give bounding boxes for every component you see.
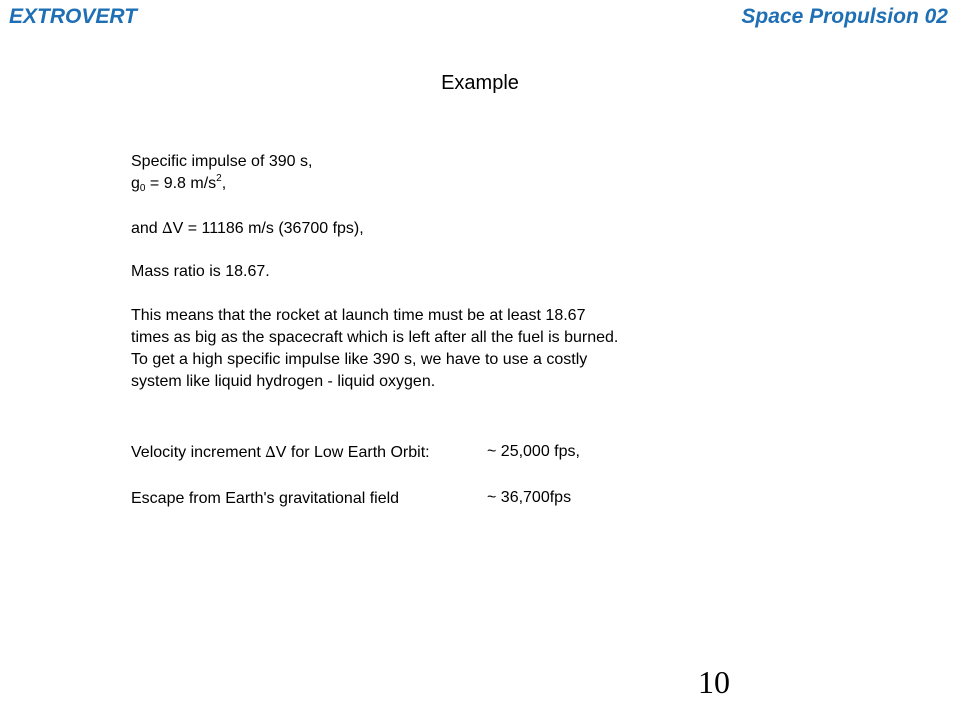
delta-v-line: [131, 217, 364, 240]
delta-v-rest: V = 11186 m/s (36700 fps),: [172, 220, 364, 237]
delta-symbol: ∆: [162, 219, 173, 237]
delta-v-prefix: and: [131, 220, 163, 237]
page-number: 10: [698, 664, 730, 700]
explanation-line-2: times as big as the spacecraft which is left after all the fuel is burned.: [131, 329, 619, 346]
velocity-row-escape: [131, 487, 572, 510]
slide-title: Example: [441, 72, 519, 94]
g0-superscript: 2: [216, 173, 222, 184]
g0-line: [131, 173, 226, 195]
explanation-line-1: This means that the rocket at launch time must be at least 18.67: [131, 307, 586, 324]
mass-ratio-line: Mass ratio is 18.67.: [131, 263, 270, 280]
specific-impulse-line: Specific impulse of 390 s,: [131, 153, 313, 170]
velocity-row-leo: [131, 441, 580, 464]
velocity-row-label-prefix: Escape from Earth's gravitational field: [131, 490, 400, 507]
g0-value: = 9.8 m/s: [145, 175, 217, 192]
velocity-row-value: ~ 25,000 fps,: [487, 443, 580, 460]
velocity-row-value: ~ 36,700fps: [487, 489, 572, 506]
g0-symbol: g: [131, 175, 140, 192]
header-right-title: Space Propulsion 02: [741, 5, 948, 28]
velocity-row-label-rest: V for Low Earth Orbit:: [275, 444, 430, 461]
velocity-row-label-prefix: Velocity increment: [131, 444, 266, 461]
delta-symbol: ∆: [265, 443, 276, 461]
header-left-title: EXTROVERT: [9, 5, 137, 28]
explanation-line-3: To get a high specific impulse like 390 s, we have to use a costly: [131, 351, 588, 368]
g0-tail: ,: [221, 175, 227, 192]
explanation-line-4: system like liquid hydrogen - liquid oxygen.: [131, 373, 436, 390]
g0-subscript: 0: [139, 183, 146, 194]
